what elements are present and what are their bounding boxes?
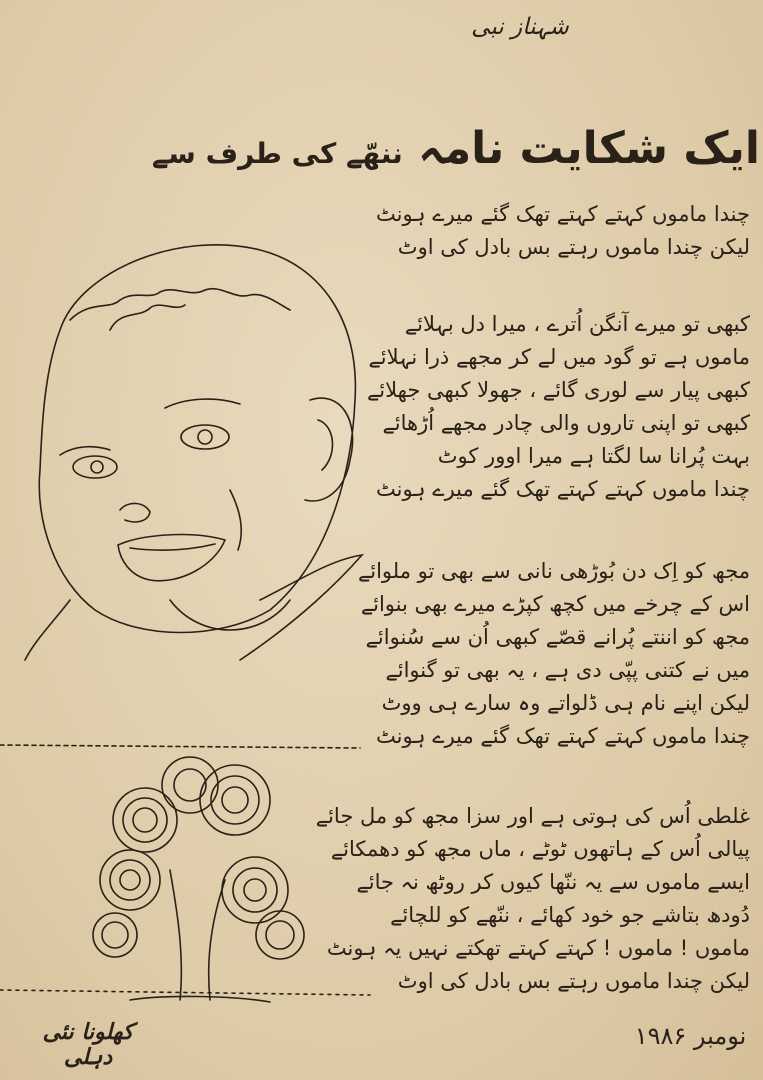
stanza-line: مجھ کو اِک دن بُوڑھی نانی سے بھی تو ملوائے <box>357 559 750 583</box>
stanza-line: ماموں ہے تو گود میں لے کر مجھے ذرا نہلائے <box>368 345 750 369</box>
stanza-line: بہت پُرانا سا لگتا ہے میرا اوور کوٹ <box>437 444 750 468</box>
stanza-line: ایسے ماموں سے یہ ننّھا کیوں کر روٹھ نہ جائے <box>356 870 750 894</box>
stanza-line: لیکن چندا ماموں رہتے بس بادل کی اوٹ <box>397 235 750 259</box>
stanza-line: چندا ماموں کہتے کہتے تھک گئے میرے ہونٹ <box>375 202 750 226</box>
stanza-line: چندا ماموں کہتے کہتے تھک گئے میرے ہونٹ <box>375 724 750 748</box>
stanza-line: مجھ کو اننتے پُرانے قصّے کبھی اُن سے سُنوائے <box>365 625 750 649</box>
child-eye-left <box>73 456 117 478</box>
source-credit: کھلونا نئی دہلی <box>42 1020 134 1070</box>
stanza-line: لیکن اپنے نام ہی ڈلواتے وہ سارے ہی ووٹ <box>381 691 750 715</box>
author-name: شہناز نبی <box>471 14 569 40</box>
stanza-line: لیکن چندا ماموں رہتے بس بادل کی اوٹ <box>397 969 750 993</box>
child-collar <box>240 555 362 660</box>
stanza-line: اس کے چرخے میں کچھ کپڑے میرے بھی بنوائے <box>360 592 750 616</box>
child-eye-right <box>181 425 229 449</box>
stanza-line: کبھی تو میرے آنگن اُترے ، میرا دل بہلائے <box>404 312 750 336</box>
stanza-line: چندا ماموں کہتے کہتے تھک گئے میرے ہونٹ <box>375 477 750 501</box>
title-subtitle: ننھّے کی طرف سے <box>151 137 403 170</box>
stanza-line: ماموں ! ماموں ! کہتے کہتے تھکتے نہیں یہ ہونٹ <box>326 936 750 960</box>
stanza-2 <box>366 308 750 506</box>
poem-title <box>151 122 760 181</box>
child-mouth <box>118 535 225 581</box>
stanza-line: دُودھ بتاشے جو خود کھائے ، ننّھے کو للچائے <box>390 903 750 927</box>
stanza-line: میں نے کتنی پپّی دی ہے ، یہ بھی تو گنوائے <box>385 658 750 682</box>
stanza-line: کبھی پیار سے لوری گائے ، جھولا کبھی جھلائے <box>366 378 750 402</box>
stanza-4 <box>315 800 750 998</box>
stanza-3 <box>357 555 750 753</box>
stanza-line: کبھی تو اپنی تاروں والی چادر مجھے اُڑھائے <box>382 411 750 435</box>
stanza-line: پیالی اُس کے ہاتھوں ٹوٹے ، ماں مجھ کو دھمکائے <box>330 837 750 861</box>
child-ear <box>305 398 353 501</box>
stanza-line: غلطی اُس کی ہوتی ہے اور سزا مجھ کو مل جائے <box>315 804 750 828</box>
publication-date: نومبر ۱۹۸۶ <box>634 1022 747 1050</box>
stanza-1 <box>370 198 750 264</box>
tree-drawing <box>0 757 370 1002</box>
title-main: ایک شکایت نامہ <box>418 123 760 174</box>
